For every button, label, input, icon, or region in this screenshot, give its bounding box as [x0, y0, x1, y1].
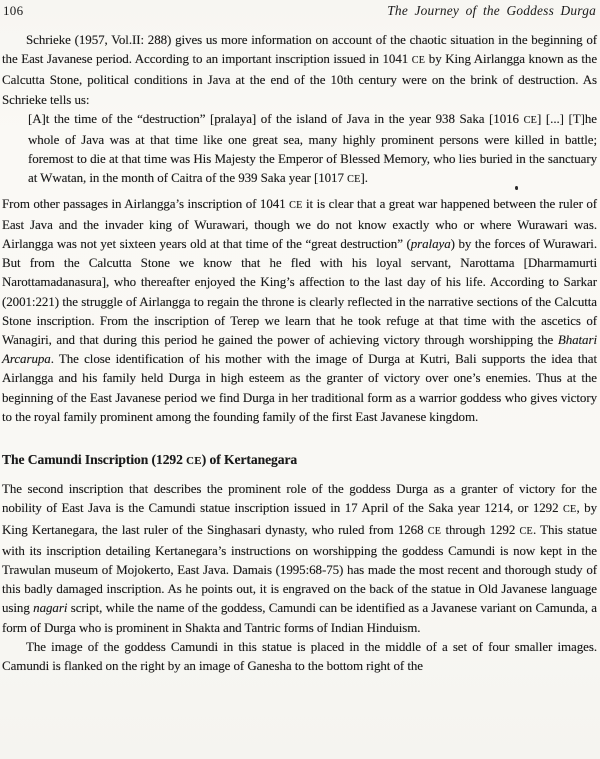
running-title: The Journey of the Goddess Durga	[387, 3, 596, 18]
blockquote-calcutta-stone: [A]t the time of the “destruction” [pralaya] of the island of Java in the year 938 Saka [1016 CE] [...] [T]he whole of Java was at that time like one great sea, many highly prominent persons were killed in battle; foremost to die at that time was His Majesty the Emperor of Blessed Memory, who lies buried in the sanctuary at Wwatan, in the month of Caitra of the 939 Saka year [1017 CE].	[28, 110, 597, 186]
page-number: 106	[3, 3, 24, 18]
paragraph-schrieke-intro: Schrieke (1957, Vol.II: 288) gives us more information on account of the chaotic situation in the beginning of the East Javanese period. According to an important inscription issued in 1041 CE by King Airlangga known as the Calcutta Stone, political conditions in Java at the end of the 10th century were on the brink of destruction. As Schrieke tells us:	[2, 32, 598, 107]
section-heading-camundi-inscription: The Camundi Inscription (1292 CE) of Kertanegara	[2, 452, 298, 468]
scan-speck-artifact	[515, 186, 518, 190]
page-header	[3, 2, 596, 19]
paragraph-airlangga-war: From other passages in Airlangga’s inscription of 1041 CE it is clear that a great war happened between the ruler of East Java and the invader king of Wurawari, though we do not know exactly who or where Wurawari was. Airlangga was not yet sixteen years old at that time of the “great destruction” (pralaya) by the forces of Wurawari. But from the Calcutta Stone we know that he fled with his loyal servant, Narottama [Dharmamurti Narottamadanasura], who thereafter enjoyed the King’s affection to the last day of his life. According to Sarkar (2001:221) the struggle of Airlangga to regain the throne is clearly reflected in the narrative sections of the Calcutta Stone inscription. From the inscription of Terep we learn that he took refuge at that time with the ascetics of Wanagiri, and that during this period he gained the power of achieving victory through worshipping the Bhatari Arcarupa. The close identification of his mother with the image of Durga at Kutri, Bali supports the idea that Airlangga and his family held Durga in high esteem as the granter of victory over one’s enemies. Thus at the beginning of the East Javanese period we find Durga in her traditional form as a warrior goddess who gives victory to the royal family prominent among the founding family of the first East Javanese kingdom.	[2, 195, 597, 424]
paragraph-camundi-statue: The image of the goddess Camundi in this statue is placed in the middle of a set of four smaller images. Camundi is flanked on the right by an image of Ganesha to the bottom right of the	[2, 638, 597, 674]
paragraph-camundi-inscription: The second inscription that describes the prominent role of the goddess Durga as a granter of victory for the nobility of East Java is the Camundi statue inscription issued in 17 April of the Saka year 1214, or 1292 CE, by King Kertanegara, the last ruler of the Singhasari dynasty, who ruled from 1268 CE through 1292 CE. This statue with its inscription detailing Kertanegara’s instructions on worshipping the goddess Camundi is now kept in the Trawulan museum of Mojokerto, East Java. Damais (1995:68-75) has made the most recent and thorough study of this badly damaged inscription. As he points out, it is engraved on the back of the statue in Old Javanese language using nagari script, while the name of the goddess, Camundi can be identified as a Javanese variant on Camunda, a form of Durga who is prominent in Shakta and Tantric forms of Indian Hinduism.	[2, 481, 597, 635]
page-text-block	[2, 2, 597, 675]
